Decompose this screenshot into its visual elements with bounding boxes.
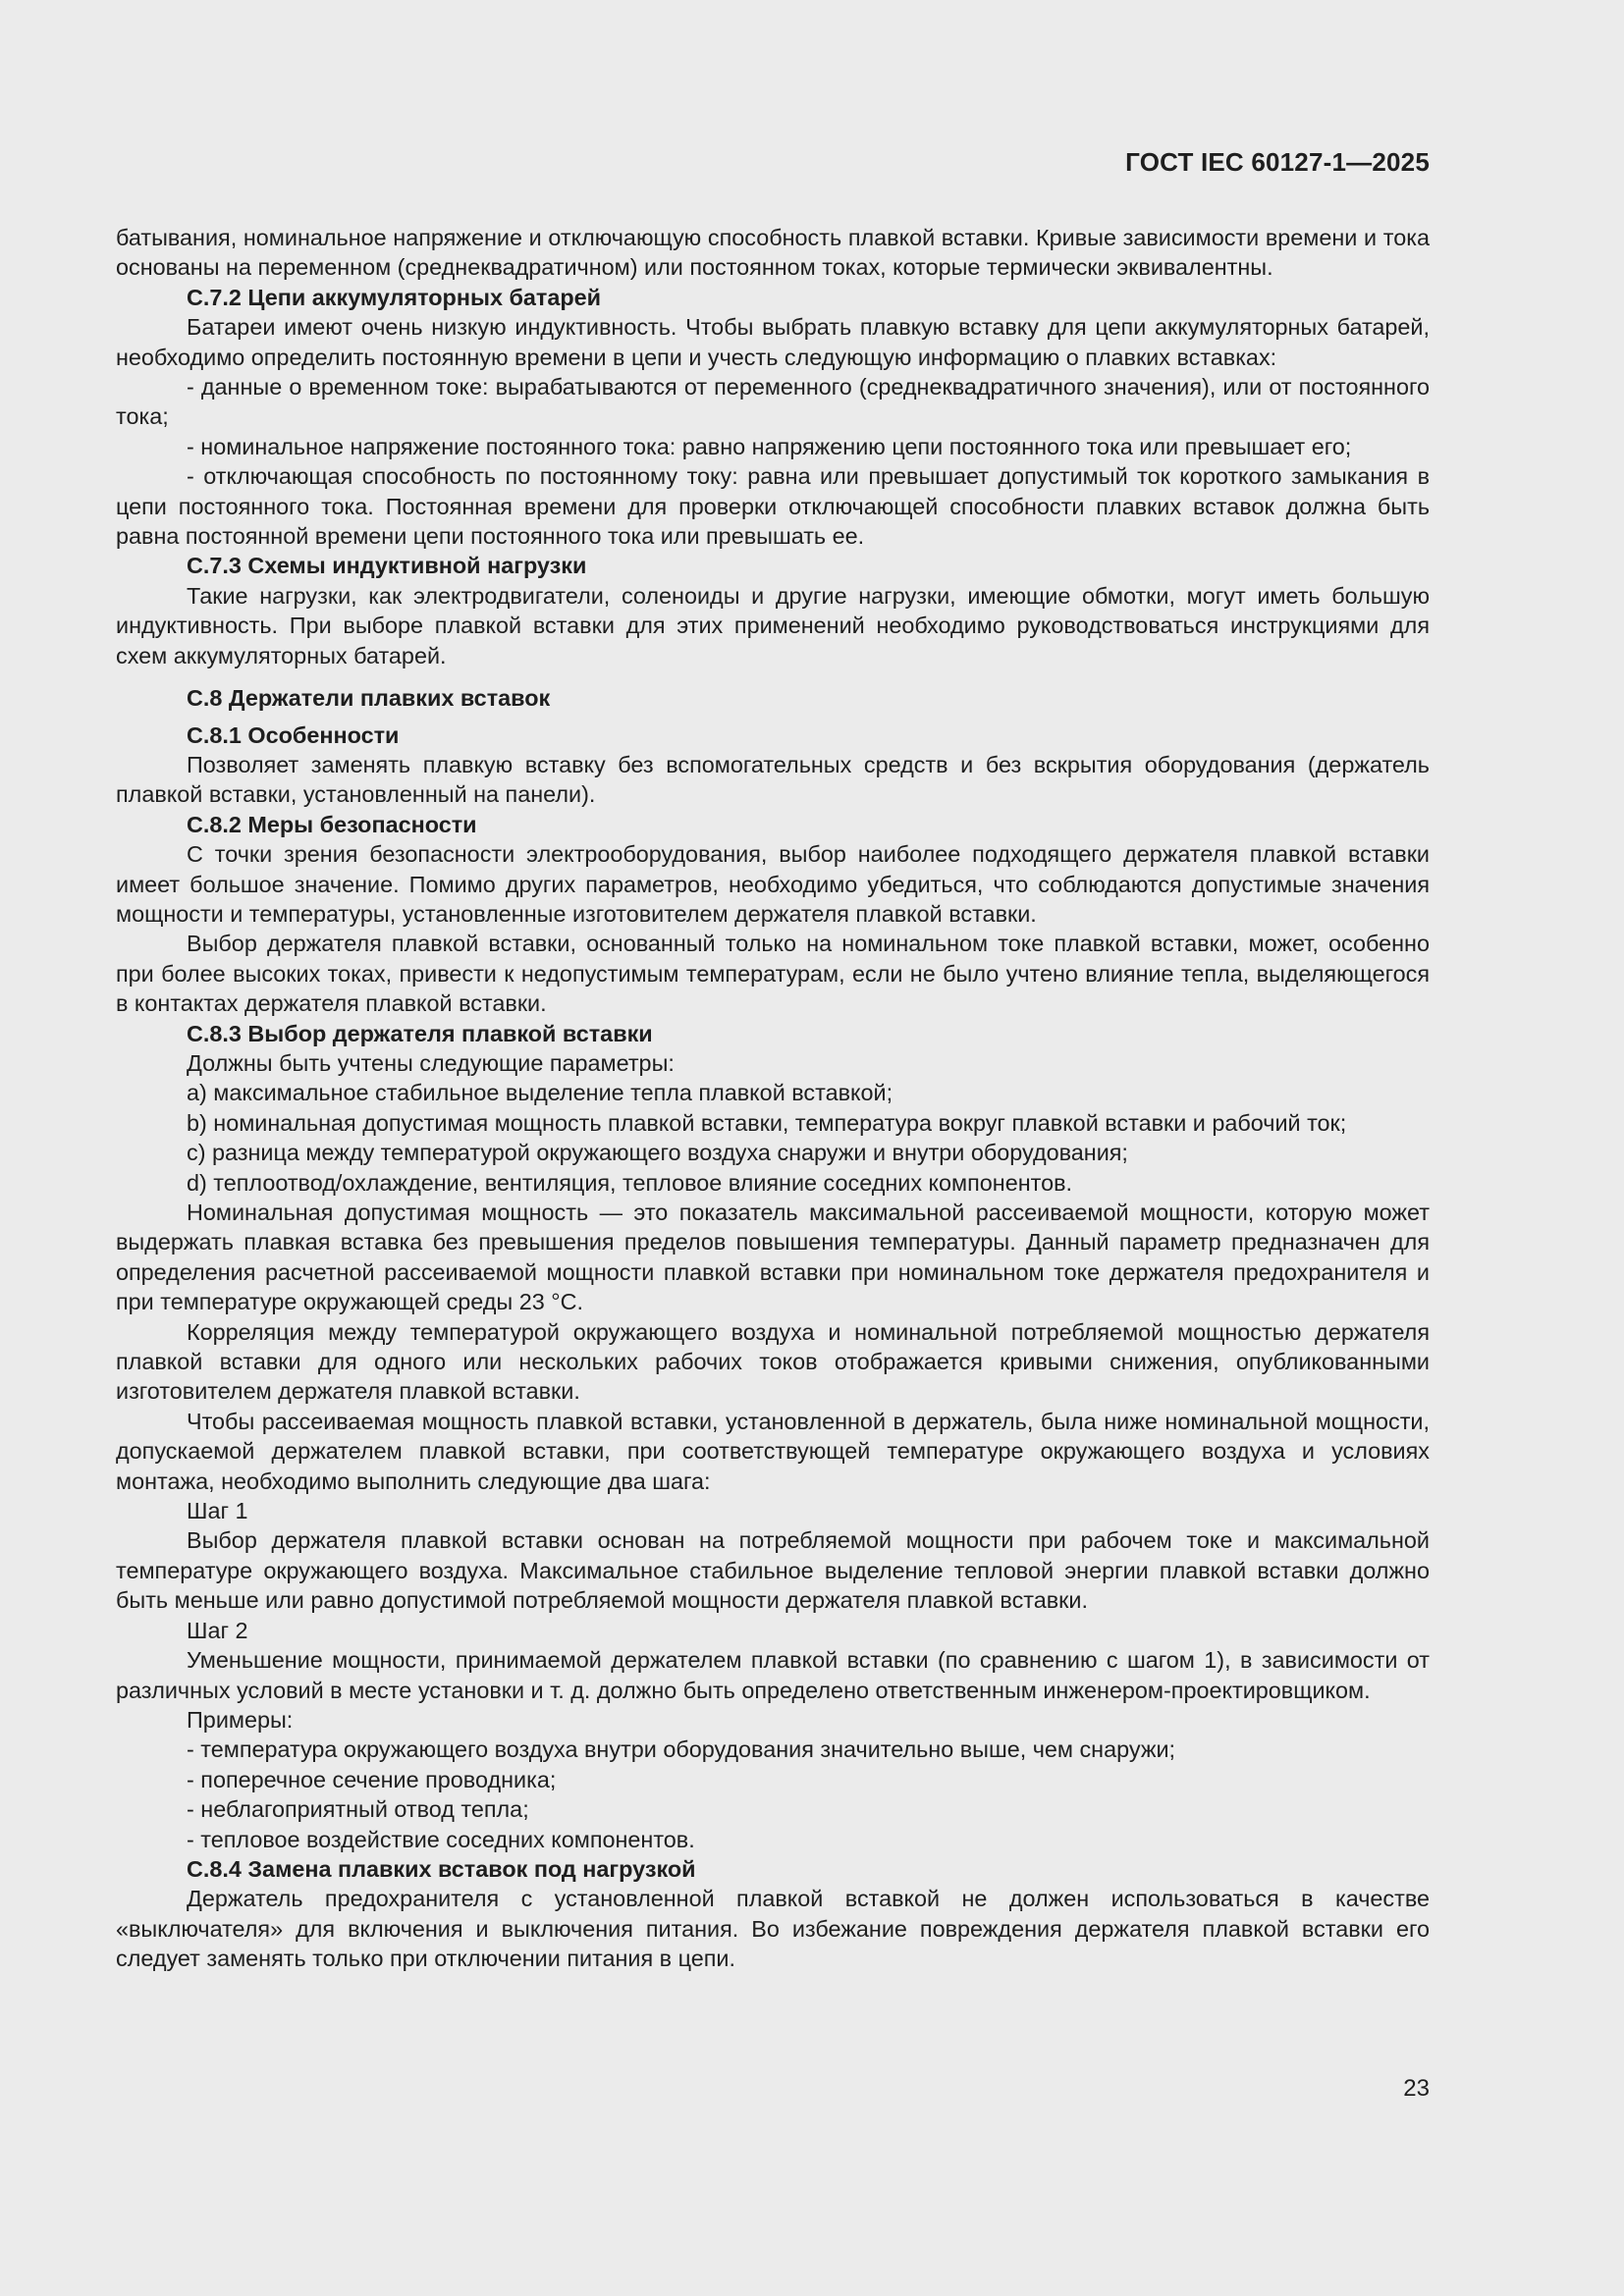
- paragraph: батывания, номинальное напряжение и отключающую способность плавкой вставки. Кривые зависимости времени и тока основаны на переменном (среднеквадратичном) или постоянном токах, которые термически эквивалентны.: [116, 225, 1430, 281]
- paragraph: Батареи имеют очень низкую индуктивность. Чтобы выбрать плавкую вставку для цепи аккумуляторных батарей, необходимо определить постоянную времени в цепи и учесть следующую информацию о плавких вставках:: [116, 314, 1430, 370]
- paragraph: b) номинальная допустимая мощность плавкой вставки, температура вокруг плавкой вставки и рабочий ток;: [187, 1109, 1347, 1136]
- section-heading: С.8.1 Особенности: [187, 721, 400, 748]
- standard-code-header: ГОСТ IEC 60127-1—2025: [1125, 147, 1430, 177]
- paragraph: Такие нагрузки, как электродвигатели, соленоиды и другие нагрузки, имеющие обмотки, могут иметь большую индуктивность. При выборе плавкой вставки для этих применений необходимо руководствоваться инструкциями для схем аккумуляторных батарей.: [116, 582, 1430, 668]
- section-heading: С.7.2 Цепи аккумуляторных батарей: [187, 284, 602, 310]
- paragraph: Позволяет заменять плавкую вставку без вспомогательных средств и без вскрытия оборудования (держатель плавкой вставки, установленный на панели).: [116, 751, 1430, 808]
- paragraph: - тепловое воздействие соседних компонентов.: [187, 1826, 695, 1852]
- section-heading: С.8 Держатели плавких вставок: [187, 685, 551, 712]
- page-body: [116, 223, 1430, 1974]
- paragraph: d) теплоотвод/охлаждение, вентиляция, тепловое влияние соседних компонентов.: [187, 1169, 1073, 1196]
- paragraph: a) максимальное стабильное выделение тепла плавкой вставкой;: [187, 1080, 893, 1106]
- page-number: 23: [1403, 2075, 1430, 2102]
- paragraph: Корреляция между температурой окружающего воздуха и номинальной потребляемой мощностью держателя плавкой вставки для одного или нескольких рабочих токов отображается кривыми снижения, опубликованными изготовителем держателя плавкой вставки.: [116, 1318, 1430, 1405]
- paragraph: c) разница между температурой окружающего воздуха снаружи и внутри оборудования;: [187, 1140, 1128, 1166]
- paragraph: Шаг 2: [187, 1617, 248, 1643]
- paragraph: Шаг 1: [187, 1498, 248, 1524]
- paragraph: Уменьшение мощности, принимаемой держателем плавкой вставки (по сравнению с шагом 1), в зависимости от различных условий в месте установки и т. д. должно быть определено ответственным инженером-проектировщиком.: [116, 1647, 1430, 1703]
- paragraph: Выбор держателя плавкой вставки основан на потребляемой мощности при рабочем токе и максимальной температуре окружающего воздуха. Максимальное стабильное выделение тепловой энергии плавкой вставки должно быть меньше или равно допустимой потребляемой мощности держателя плавкой вставки.: [116, 1527, 1430, 1614]
- paragraph: С точки зрения безопасности электрооборудования, выбор наиболее подходящего держателя плавкой вставки имеет большое значение. Помимо других параметров, необходимо убедиться, что соблюдаются допустимые значения мощности и температуры, установленные изготовителем держателя плавкой вставки.: [116, 841, 1430, 927]
- paragraph: Должны быть учтены следующие параметры:: [187, 1049, 675, 1076]
- section-heading: С.8.4 Замена плавких вставок под нагрузкой: [187, 1855, 696, 1882]
- section-heading: С.7.3 Схемы индуктивной нагрузки: [187, 553, 587, 579]
- paragraph: - неблагоприятный отвод тепла;: [187, 1796, 529, 1823]
- paragraph: Выбор держателя плавкой вставки, основанный только на номинальном токе плавкой вставки, может, особенно при более высоких токах, привести к недопустимым температурам, если не было учтено влияние тепла, выделяющегося в контактах держателя плавкой вставки.: [116, 931, 1430, 1017]
- paragraph: Примеры:: [187, 1706, 294, 1733]
- paragraph: - отключающая способность по постоянному току: равна или превышает допустимый ток короткого замыкания в цепи постоянного тока. Постоянная времени для проверки отключающей способности плавких вставок должна быть равна постоянной времени цепи постоянного тока или превышать ее.: [116, 463, 1430, 550]
- section-heading: С.8.3 Выбор держателя плавкой вставки: [187, 1020, 653, 1046]
- section-heading: С.8.2 Меры безопасности: [187, 811, 477, 837]
- paragraph: Номинальная допустимая мощность — это показатель максимальной рассеиваемой мощности, которую может выдержать плавкая вставка без превышения пределов повышения температуры. Данный параметр предназначен для определения расчетной рассеиваемой мощности плавкой вставки при номинальном токе держателя предохранителя и при температуре окружающей среды 23 °С.: [116, 1200, 1430, 1315]
- paragraph: - данные о временном токе: вырабатываются от переменного (среднеквадратичного значения), или от постоянного тока;: [116, 374, 1430, 430]
- paragraph: Чтобы рассеиваемая мощность плавкой вставки, установленной в держатель, была ниже номинальной мощности, допускаемой держателем плавкой вставки, при соответствующей температуре окружающего воздуха и условиях монтажа, необходимо выполнить следующие два шага:: [116, 1408, 1430, 1494]
- paragraph: Держатель предохранителя с установленной плавкой вставкой не должен использоваться в качестве «выключателя» для включения и выключения питания. Во избежание повреждения держателя плавкой вставки его следует заменять только при отключении питания в цепи.: [116, 1886, 1430, 1972]
- paragraph: - температура окружающего воздуха внутри оборудования значительно выше, чем снаружи;: [187, 1736, 1176, 1763]
- paragraph: - поперечное сечение проводника;: [187, 1766, 557, 1792]
- paragraph: - номинальное напряжение постоянного тока: равно напряжению цепи постоянного тока или превышает его;: [187, 433, 1352, 459]
